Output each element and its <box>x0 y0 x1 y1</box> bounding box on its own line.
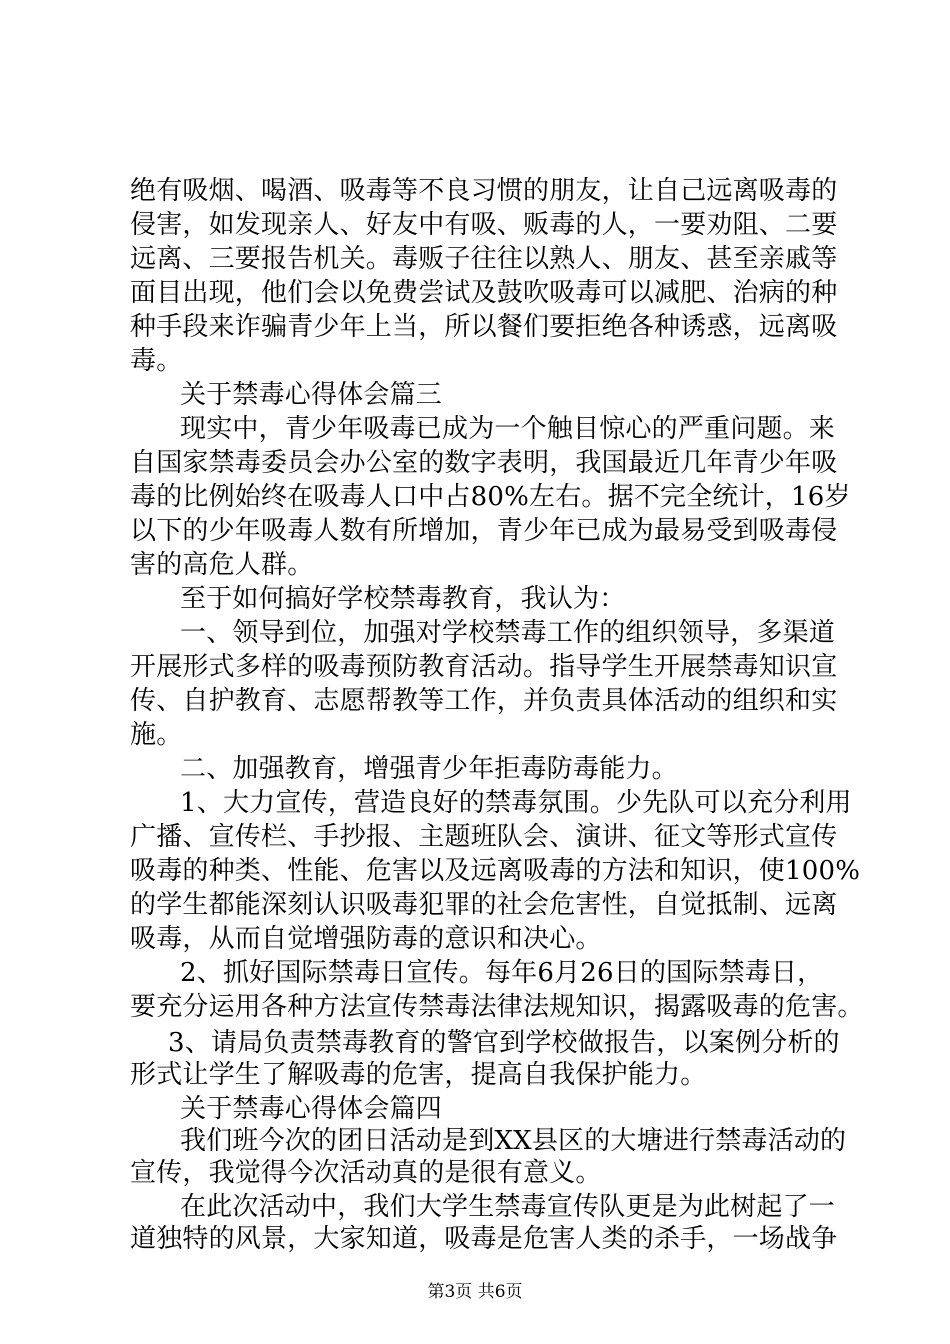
body-line: 害的高危人群。 <box>130 550 314 580</box>
body-line: 侵害，如发现亲人、好友中有吸、贩毒的人，一要劝阻、二要 <box>130 210 838 240</box>
body-line: 3、请局负责禁毒教育的警官到学校做报告，以案例分析的 <box>168 1028 840 1058</box>
body-line: 我们班今次的团日活动是到XX县区的大塘进行禁毒活动的 <box>180 1126 847 1156</box>
page-footer: 第3页 共6页 <box>427 1282 523 1302</box>
body-line: 吸毒的种类、性能、危害以及远离吸毒的方法和知识，使100% <box>130 856 861 886</box>
body-line: 自国家禁毒委员会办公室的数字表明，我国最近几年青少年吸 <box>130 448 838 478</box>
body-line: 毒的比例始终在吸毒人口中占80%左右。据不完全统计，16岁 <box>130 482 851 512</box>
body-line: 在此次活动中，我们大学生禁毒宣传队更是为此树起了一 <box>180 1192 836 1222</box>
body-line: 宣传，我觉得今次活动真的是很有意义。 <box>130 1158 602 1188</box>
body-line: 的学生都能深刻认识吸毒犯罪的社会危害性，自觉抵制、远离 <box>130 890 838 920</box>
body-line: 施。 <box>130 720 183 750</box>
body-line: 要充分运用各种方法宣传禁毒法律法规知识，揭露吸毒的危害。 <box>130 992 864 1022</box>
section-heading-3: 关于禁毒心得体会篇三 <box>180 380 443 410</box>
body-line: 广播、宣传栏、手抄报、主题班队会、演讲、征文等形式宣传 <box>130 822 838 852</box>
body-line: 种手段来诈骗青少年上当，所以餐们要拒绝各种诱惑，远离吸 <box>130 312 838 342</box>
body-line: 现实中，青少年吸毒已成为一个触目惊心的严重问题。来 <box>180 414 836 444</box>
body-line: 形式让学生了解吸毒的危害，提高自我保护能力。 <box>130 1060 707 1090</box>
body-line: 绝有吸烟、喝酒、吸毒等不良习惯的朋友，让自己远离吸毒的 <box>130 176 838 206</box>
body-line: 2、抓好国际禁毒日宣传。每年6月26日的国际禁毒日， <box>180 958 824 988</box>
body-line: 传、自护教育、志愿帮教等工作，并负责具体活动的组织和实 <box>130 686 838 716</box>
body-line: 远离、三要报告机关。毒贩子往往以熟人、朋友、甚至亲戚等 <box>130 244 838 274</box>
body-line: 开展形式多样的吸毒预防教育活动。指导学生开展禁毒知识宣 <box>130 652 838 682</box>
section-heading-4: 关于禁毒心得体会篇四 <box>180 1094 443 1124</box>
body-line: 吸毒，从而自觉增强防毒的意识和决心。 <box>130 924 602 954</box>
body-line: 道独特的风景，大家知道，吸毒是危害人类的杀手，一场战争 <box>130 1224 838 1254</box>
body-line: 毒。 <box>130 346 183 376</box>
body-line: 一、领导到位，加强对学校禁毒工作的组织领导，多渠道 <box>180 618 836 648</box>
body-line: 1、大力宣传，营造良好的禁毒氛围。少先队可以充分利用 <box>180 788 852 818</box>
body-line: 以下的少年吸毒人数有所增加，青少年已成为最易受到吸毒侵 <box>130 516 838 546</box>
body-line: 至于如何搞好学校禁毒教育，我认为： <box>180 584 626 614</box>
body-line: 面目出现，他们会以免费尝试及鼓吹吸毒可以减肥、治病的种 <box>130 278 838 308</box>
body-line: 二、加强教育，增强青少年拒毒防毒能力。 <box>180 754 678 784</box>
